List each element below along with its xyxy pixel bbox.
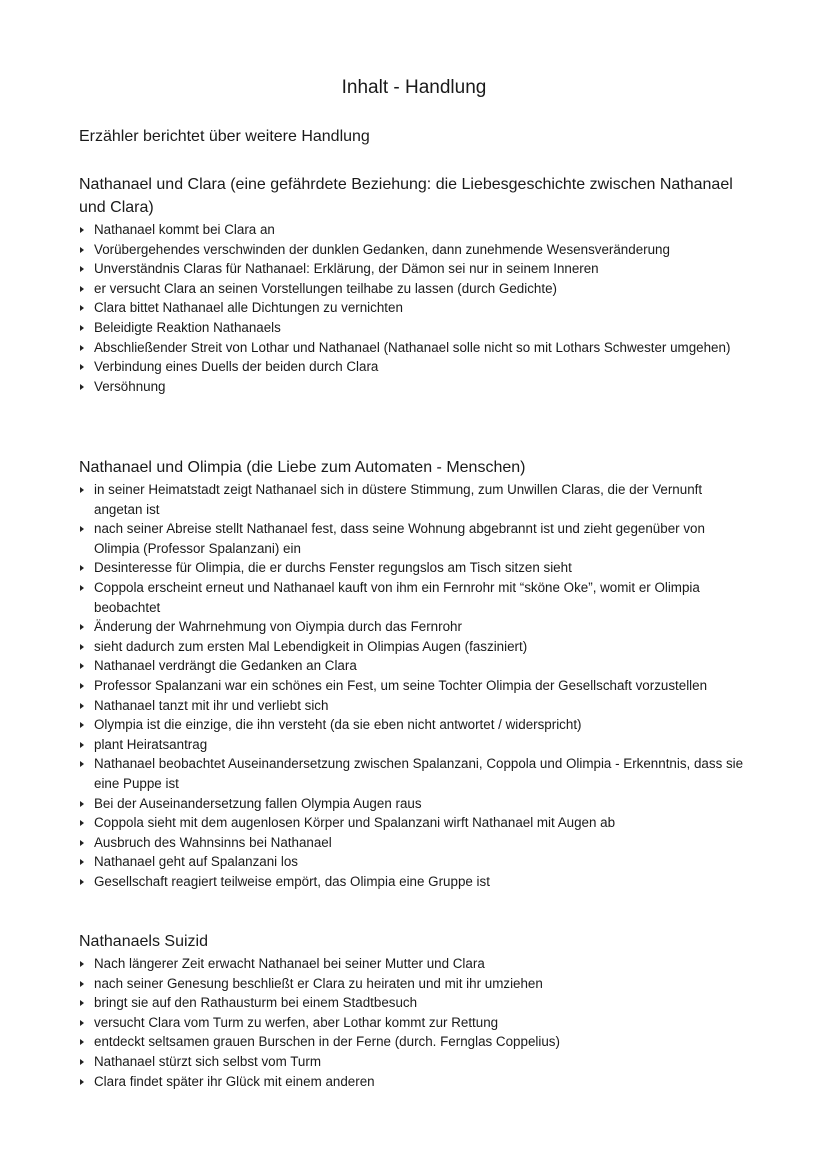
list-item-text: entdeckt seltsamen grauen Burschen in der Ferne (durch. Fernglas Coppelius)	[94, 1034, 560, 1050]
list-item	[79, 1052, 751, 1072]
bullet-icon	[80, 364, 84, 370]
list-item-text: Coppola erscheint erneut und Nathanael kauft von ihm ein Fernrohr mit “sköne Oke”, womit er Olimpia beobachtet	[94, 579, 700, 615]
bullet-icon	[80, 384, 84, 390]
bullet-icon	[80, 1020, 84, 1026]
bullet-icon	[80, 585, 84, 591]
list-item-text: Gesellschaft reagiert teilweise empört, das Olimpia eine Gruppe ist	[94, 873, 490, 889]
bullet-icon	[80, 286, 84, 292]
list-item	[79, 578, 751, 617]
bullet-icon	[80, 663, 84, 669]
bullet-icon	[80, 859, 84, 865]
list-item-text: Desinteresse für Olimpia, die er durchs Fenster regungslos am Tisch sitzen sieht	[94, 560, 572, 576]
list-item	[79, 813, 751, 833]
bullet-icon	[80, 565, 84, 571]
list-item-text: in seiner Heimatstadt zeigt Nathanael sich in düstere Stimmung, zum Unwillen Claras, die der Vernunft angetan ist	[94, 482, 703, 517]
list-item	[79, 357, 751, 377]
bullet-icon	[80, 227, 84, 233]
bullet-icon	[80, 761, 84, 767]
section-heading: Nathanael und Olimpia (die Liebe zum Automaten - Menschen)	[79, 459, 526, 476]
list-item	[79, 220, 751, 240]
list-item	[79, 1032, 751, 1052]
list-item-text: Coppola sieht mit dem augenlosen Körper und Spalanzani wirft Nathanael mit Augen ab	[94, 815, 616, 831]
list-item	[79, 676, 751, 696]
list-item	[79, 338, 751, 358]
list-item-text: sieht dadurch zum ersten Mal Lebendigkeit in Olimpias Augen (fasziniert)	[94, 638, 528, 654]
list-item-text: Nathanael beobachtet Auseinandersetzung zwischen Spalanzani, Coppola und Olimpia - Erkenntnis, dass sie eine Puppe ist	[94, 756, 744, 791]
bullet-icon	[80, 840, 84, 846]
list-item	[79, 715, 751, 735]
section-olimpia	[79, 456, 751, 891]
bullet-icon	[80, 526, 84, 532]
bullet-list	[79, 220, 751, 396]
list-item	[79, 558, 751, 578]
list-item-text: Vorübergehendes verschwinden der dunklen Gedanken, dann zunehmende Wesensveränderung	[94, 241, 670, 257]
section-heading: Nathanael und Clara (eine gefährdete Beziehung: die Liebesgeschichte zwischen Nathanael und Clara)	[79, 176, 733, 216]
list-item	[79, 377, 751, 397]
list-item	[79, 696, 751, 716]
list-item-text: er versucht Clara an seinen Vorstellungen teilhabe zu lassen (durch Gedichte)	[94, 280, 557, 296]
list-item	[79, 833, 751, 853]
bullet-icon	[80, 722, 84, 728]
list-item	[79, 1013, 751, 1033]
list-item	[79, 637, 751, 657]
list-item-text: Abschließender Streit von Lothar und Nathanael (Nathanael solle nicht so mit Lothars Schwester umgehen)	[94, 339, 731, 355]
list-item	[79, 240, 751, 260]
list-item-text: Nathanael geht auf Spalanzani los	[94, 854, 298, 870]
list-item-text: Clara findet später ihr Glück mit einem anderen	[94, 1073, 375, 1089]
bullet-icon	[80, 820, 84, 826]
list-item-text: Ausbruch des Wahnsinns bei Nathanael	[94, 834, 332, 850]
list-item	[79, 872, 751, 892]
bullet-icon	[80, 1059, 84, 1065]
bullet-icon	[80, 624, 84, 630]
list-item-text: Professor Spalanzani war ein schönes ein Fest, um seine Tochter Olimpia der Gesellschaft vorzustellen	[94, 677, 708, 693]
bullet-icon	[80, 325, 84, 331]
list-item-text: Verbindung eines Duells der beiden durch Clara	[94, 359, 379, 375]
list-item	[79, 735, 751, 755]
list-item-text: Änderung der Wahrnehmung von Oiympia durch das Fernrohr	[94, 619, 462, 635]
list-item	[79, 794, 751, 814]
bullet-list	[79, 954, 751, 1091]
bullet-icon	[80, 981, 84, 987]
page-title: Inhalt - Handlung	[341, 77, 487, 98]
list-item-text: Clara bittet Nathanael alle Dichtungen zu vernichten	[94, 300, 403, 316]
list-item	[79, 480, 751, 519]
list-item	[79, 993, 751, 1013]
list-item	[79, 617, 751, 637]
bullet-icon	[80, 487, 84, 493]
list-item	[79, 1072, 751, 1092]
bullet-icon	[80, 879, 84, 885]
list-item-text: Beleidigte Reaktion Nathanaels	[94, 319, 281, 335]
list-item-text: Nach längerer Zeit erwacht Nathanael bei seiner Mutter und Clara	[94, 956, 485, 971]
intro-text: Erzähler berichtet über weitere Handlung	[79, 128, 370, 145]
list-item	[79, 298, 751, 318]
list-item	[79, 974, 751, 994]
bullet-icon	[80, 801, 84, 807]
list-item-text: nach seiner Genesung beschließt er Clara zu heiraten und mit ihr umziehen	[94, 975, 543, 991]
list-item-text: Versöhnung	[94, 378, 166, 394]
list-item	[79, 852, 751, 872]
bullet-icon	[80, 1039, 84, 1045]
bullet-icon	[80, 305, 84, 311]
section-suizid	[79, 930, 751, 1091]
list-item	[79, 259, 751, 279]
list-item-text: Nathanael kommt bei Clara an	[94, 222, 275, 237]
list-item	[79, 954, 751, 974]
list-item-text: plant Heiratsantrag	[94, 736, 208, 752]
list-item	[79, 656, 751, 676]
bullet-icon	[80, 644, 84, 650]
list-item-text: Bei der Auseinandersetzung fallen Olympia Augen raus	[94, 795, 422, 811]
list-item-text: Nathanael verdrängt die Gedanken an Clara	[94, 658, 357, 674]
list-item-text: Olympia ist die einzige, die ihn versteht (da sie eben nicht antwortet / widerspricht)	[94, 717, 582, 733]
bullet-icon	[80, 266, 84, 272]
list-item	[79, 754, 751, 793]
section-heading: Nathanaels Suizid	[79, 933, 208, 950]
bullet-icon	[80, 961, 84, 967]
list-item-text: Unverständnis Claras für Nathanael: Erklärung, der Dämon sei nur in seinem Inneren	[94, 261, 599, 277]
list-item	[79, 279, 751, 299]
bullet-list	[79, 480, 751, 891]
list-item-text: Nathanael stürzt sich selbst vom Turm	[94, 1053, 321, 1069]
bullet-icon	[80, 247, 84, 253]
list-item	[79, 519, 751, 558]
bullet-icon	[80, 683, 84, 689]
list-item-text: Nathanael tanzt mit ihr und verliebt sich	[94, 697, 329, 713]
bullet-icon	[80, 1000, 84, 1006]
list-item-text: nach seiner Abreise stellt Nathanael fest, dass seine Wohnung abgebrannt ist und zieht gegenüber von Olimpia (Professor Spalanzani) ein	[94, 521, 705, 556]
bullet-icon	[80, 345, 84, 351]
section-clara	[79, 173, 751, 396]
bullet-icon	[80, 703, 84, 709]
bullet-icon	[80, 742, 84, 748]
list-item	[79, 318, 751, 338]
list-item-text: bringt sie auf den Rathausturm bei einem Stadtbesuch	[94, 995, 418, 1011]
bullet-icon	[80, 1079, 84, 1085]
list-item-text: versucht Clara vom Turm zu werfen, aber Lothar kommt zur Rettung	[94, 1014, 499, 1030]
